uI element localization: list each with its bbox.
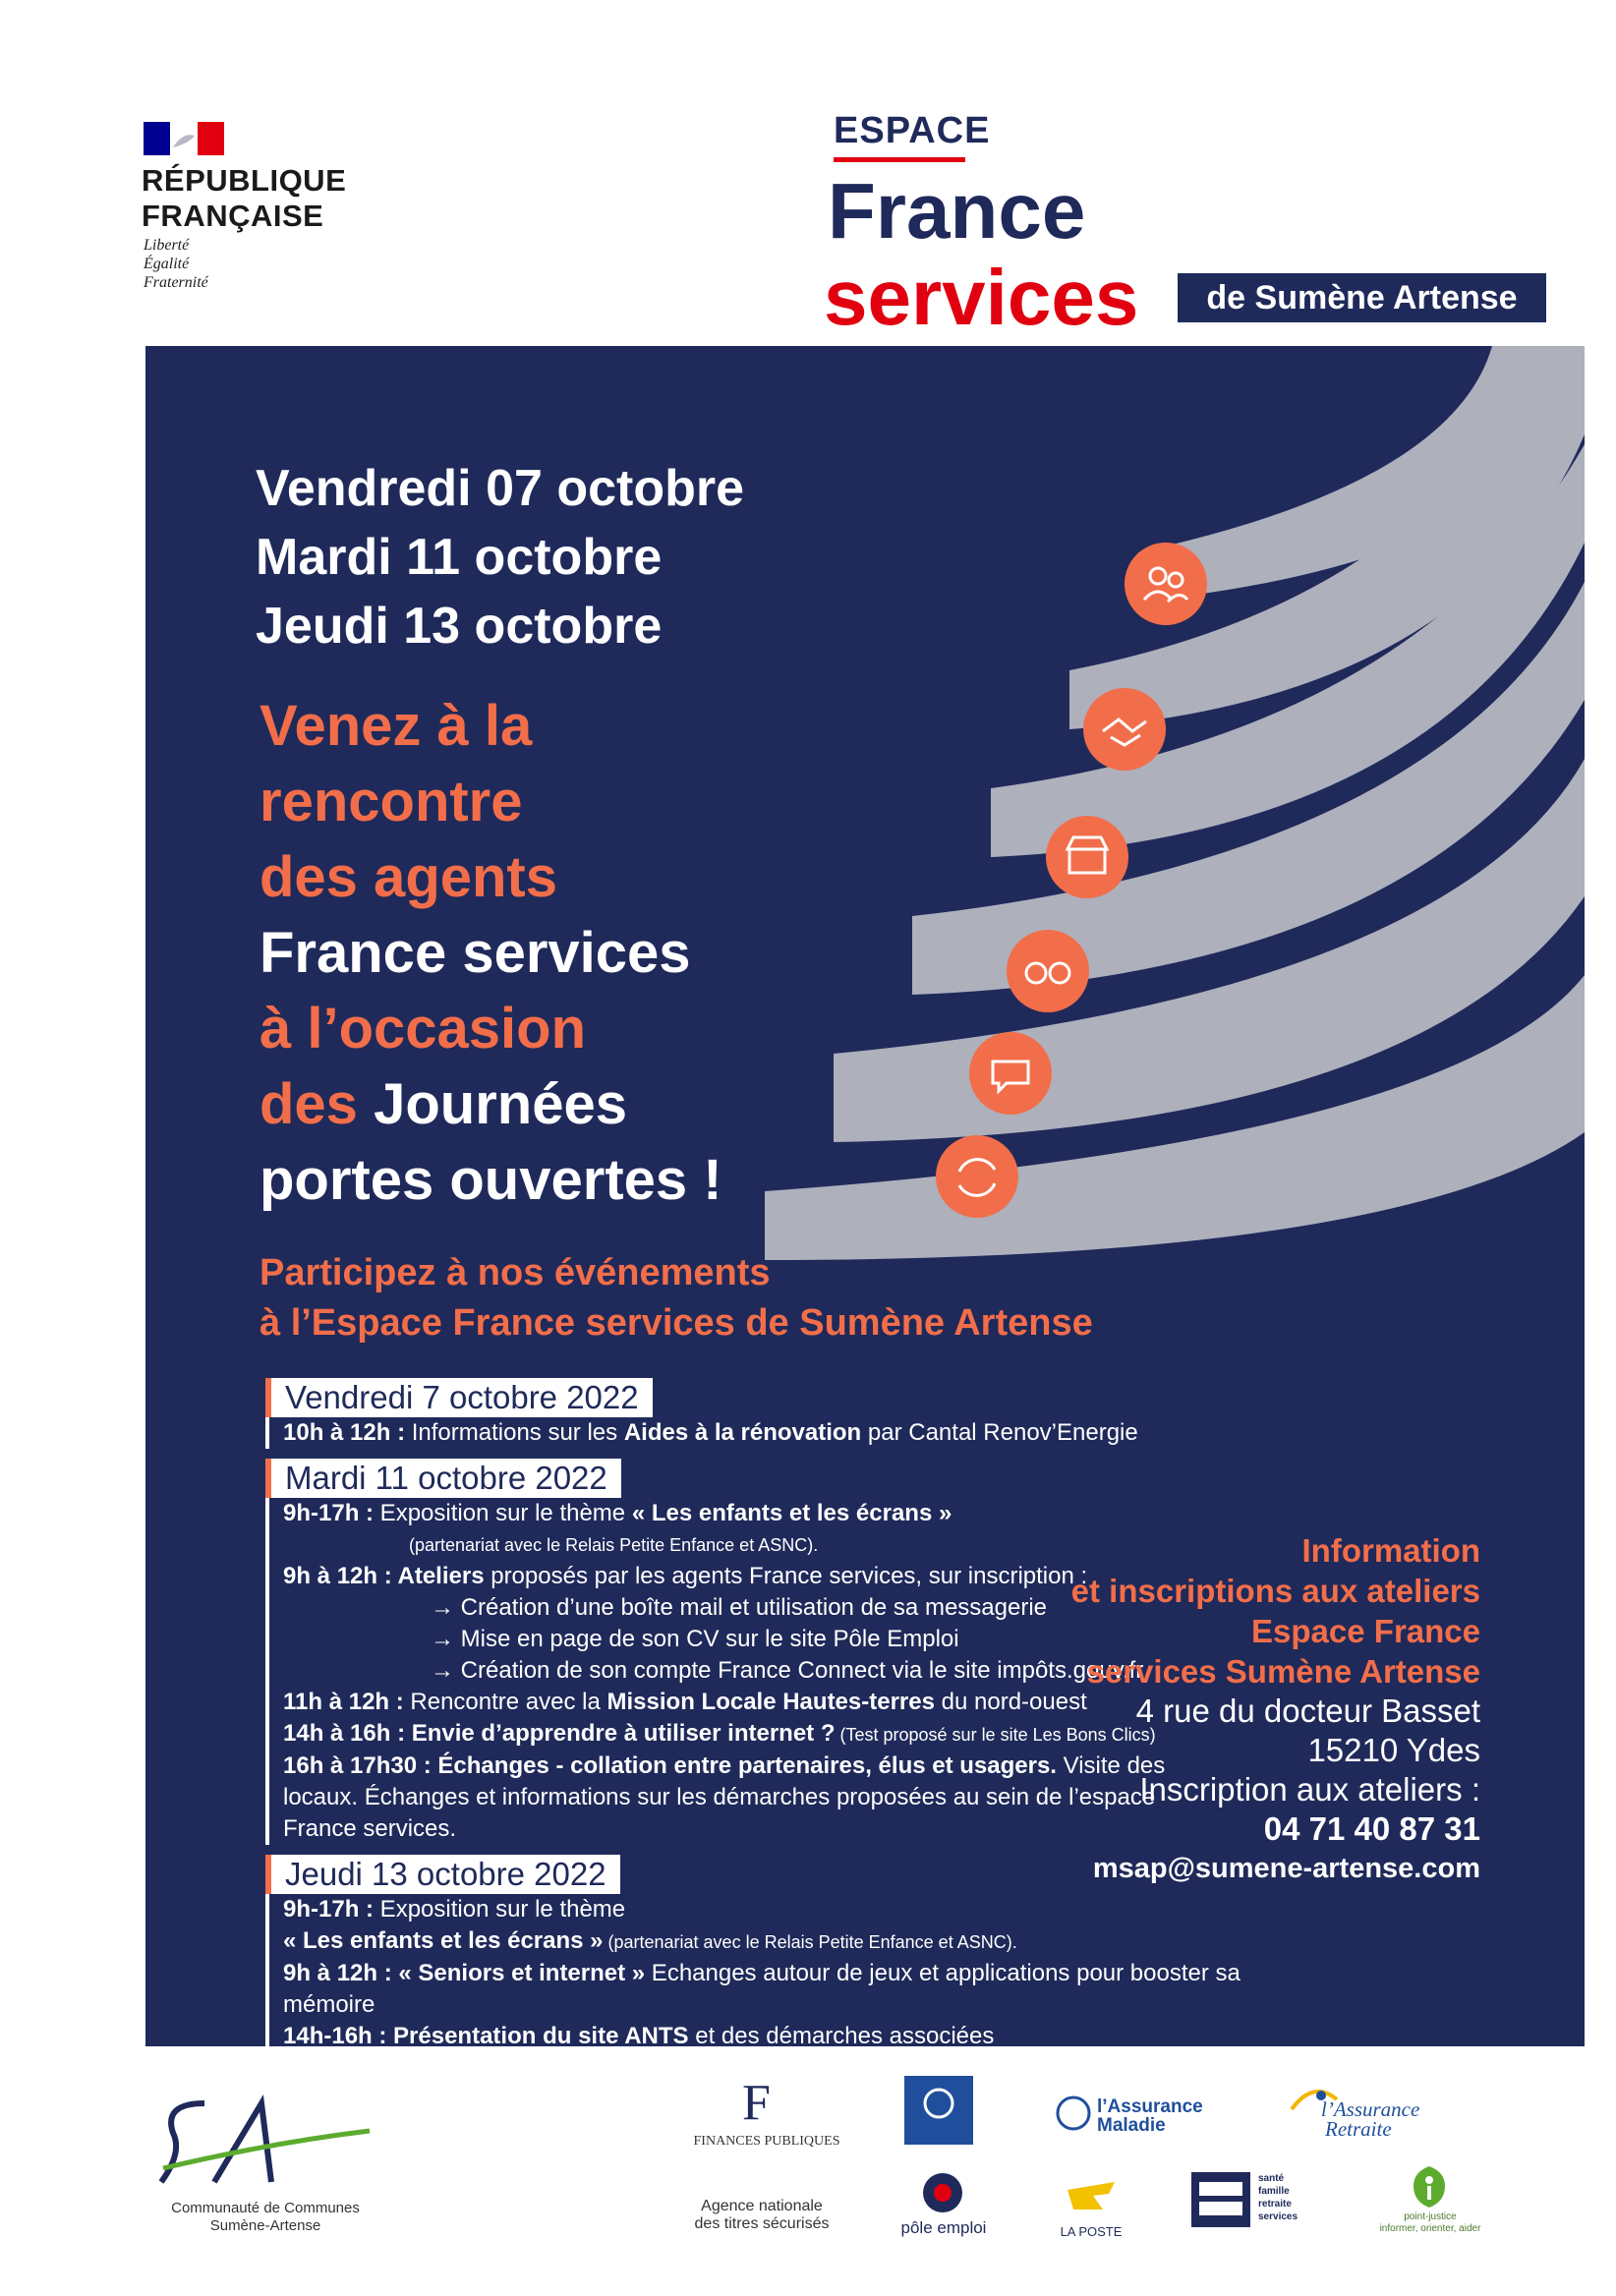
tuesday-event-5: 16h à 17h30 : Échanges - collation entre partenaires, élus et usagers. Visite des (283, 1752, 1166, 1779)
thursday-event-1-cont: « Les enfants et les écrans » (partenariat avec le Relais Petite Enfance et ASNC). (283, 1927, 1017, 1954)
location-badge: de Sumène Artense (1178, 273, 1546, 322)
tuesday-workshop-1: → Création d’une boîte mail et utilisation de sa messagerie (431, 1594, 1047, 1621)
finances-publiques-emblem: F (742, 2075, 771, 2131)
republique-francaise-title: RÉPUBLIQUE FRANÇAISE (142, 163, 347, 233)
ants-logo: Agence nationale des titres sécurisés (694, 2198, 830, 2232)
services-title: services (824, 254, 1139, 341)
date-thursday: Jeudi 13 octobre (256, 598, 663, 655)
msa-logo: santé famille retraite services (1258, 2173, 1299, 2222)
day-block-friday (265, 1417, 1248, 1449)
shop-icon (1046, 816, 1128, 898)
thursday-event-2: 9h à 12h : « Seniors et internet » Echanges autour de jeux et applications pour booster sa mémoire (283, 1960, 1241, 2018)
cc-sumene-artense-label: Communauté de Communes Sumène-Artense (171, 2200, 360, 2234)
address-street: 4 rue du docteur Basset (1135, 1693, 1480, 1729)
main-poster-panel (145, 346, 1585, 2046)
phone-number[interactable]: 04 71 40 87 31 (1263, 1810, 1480, 1847)
point-justice-emblem (1410, 2164, 1449, 2210)
chat-bubble-icon (969, 1032, 1052, 1115)
msa-emblem (1191, 2172, 1250, 2227)
la-poste-logo: LA POSTE (1060, 2224, 1123, 2239)
tuesday-event-4: 14h à 16h : Envie d’apprendre à utiliser internet ? (Test proposé sur le site Les Bons Clics) (283, 1720, 1156, 1747)
day-label-friday: Vendredi 7 octobre 2022 (265, 1378, 653, 1417)
finances-publiques-logo: FINANCES PUBLIQUES (693, 2134, 840, 2149)
invitation-headline: Venez à la rencontre des agents France services à l’occasion des Journées portes ouvertes ! (260, 694, 722, 1212)
participate-subtitle: Participez à nos événements à l’Espace France services de Sumène Artense (260, 1252, 1093, 1344)
espace-underline (834, 157, 965, 162)
day-label-thursday: Jeudi 13 octobre 2022 (265, 1855, 620, 1894)
republic-motto: Liberté Égalité Fraternité (144, 237, 208, 291)
day-block-thursday (265, 1894, 1248, 2046)
date-tuesday: Mardi 11 octobre (256, 529, 663, 586)
la-poste-emblem (1064, 2176, 1119, 2215)
pole-emploi-emblem (920, 2170, 965, 2215)
contact-info: Information et inscriptions aux ateliers Espace France services Sumène Artense 4 rue du docteur Basset 15210 Ydes Inscription aux ateliers : 04 71 40 87 31 msap@sumene-artense.com (969, 1530, 1480, 1888)
people-icon (1125, 543, 1207, 625)
assurance-retraite-logo: l’Assurance Retraite (1321, 2097, 1420, 2141)
open-days-dates (256, 454, 744, 660)
email-link[interactable]: msap@sumene-artense.com (1092, 1853, 1480, 1884)
binoculars-icon (1007, 930, 1089, 1012)
inscription-label: Inscription aux ateliers : (1139, 1771, 1480, 1808)
point-justice-logo: point-justice informer, orienter, aider (1379, 2211, 1481, 2234)
espace-label: ESPACE (834, 110, 991, 151)
address-city: 15210 Ydes (1307, 1732, 1480, 1768)
assurance-maladie-logo: l’Assurance Maladie (1097, 2096, 1203, 2136)
tuesday-event-3: 11h à 12h : Rencontre avec la Mission Locale Hautes-terres du nord-ouest (283, 1689, 1087, 1715)
handshake-icon (1083, 688, 1166, 771)
sumene-artense-logo (153, 2084, 379, 2202)
thursday-event-1: 9h-17h : Exposition sur le thème (283, 1896, 626, 1923)
day-label-tuesday: Mardi 11 octobre 2022 (265, 1459, 621, 1498)
tuesday-event-2: 9h à 12h : Ateliers proposés par les agents France services, sur inscription : (283, 1563, 1088, 1589)
thursday-event-3: 14h-16h : Présentation du site ANTS et des démarches associées (283, 2023, 995, 2046)
tuesday-workshop-3: → Création de son compte France Connect via le site impôts.gouv.fr (431, 1657, 1144, 1684)
friday-event-1: 10h à 12h : Informations sur les Aides à la rénovation par Cantal Renov’Energie (283, 1419, 1138, 1446)
assurance-maladie-emblem (1054, 2094, 1093, 2133)
tuesday-event-1-note: (partenariat avec le Relais Petite Enfance et ASNC). (409, 1535, 819, 1555)
tuesday-event-5-cont: locaux. Échanges et informations sur les démarches proposées au sein de l’espace (283, 1784, 1156, 1810)
date-friday: Vendredi 07 octobre (256, 460, 745, 517)
refresh-icon (936, 1135, 1018, 1218)
tuesday-event-5-end: France services. (283, 1815, 457, 1842)
marianne-flag-logo (144, 122, 224, 155)
tuesday-workshop-2: → Mise en page de son CV sur le site Pôle Emploi (431, 1626, 959, 1652)
france-title: France (828, 167, 1086, 255)
allocations-familiales-logo (904, 2076, 973, 2145)
tuesday-event-1: 9h-17h : Exposition sur le thème « Les enfants et les écrans » (283, 1500, 952, 1526)
pole-emploi-logo: pôle emploi (900, 2218, 987, 2237)
